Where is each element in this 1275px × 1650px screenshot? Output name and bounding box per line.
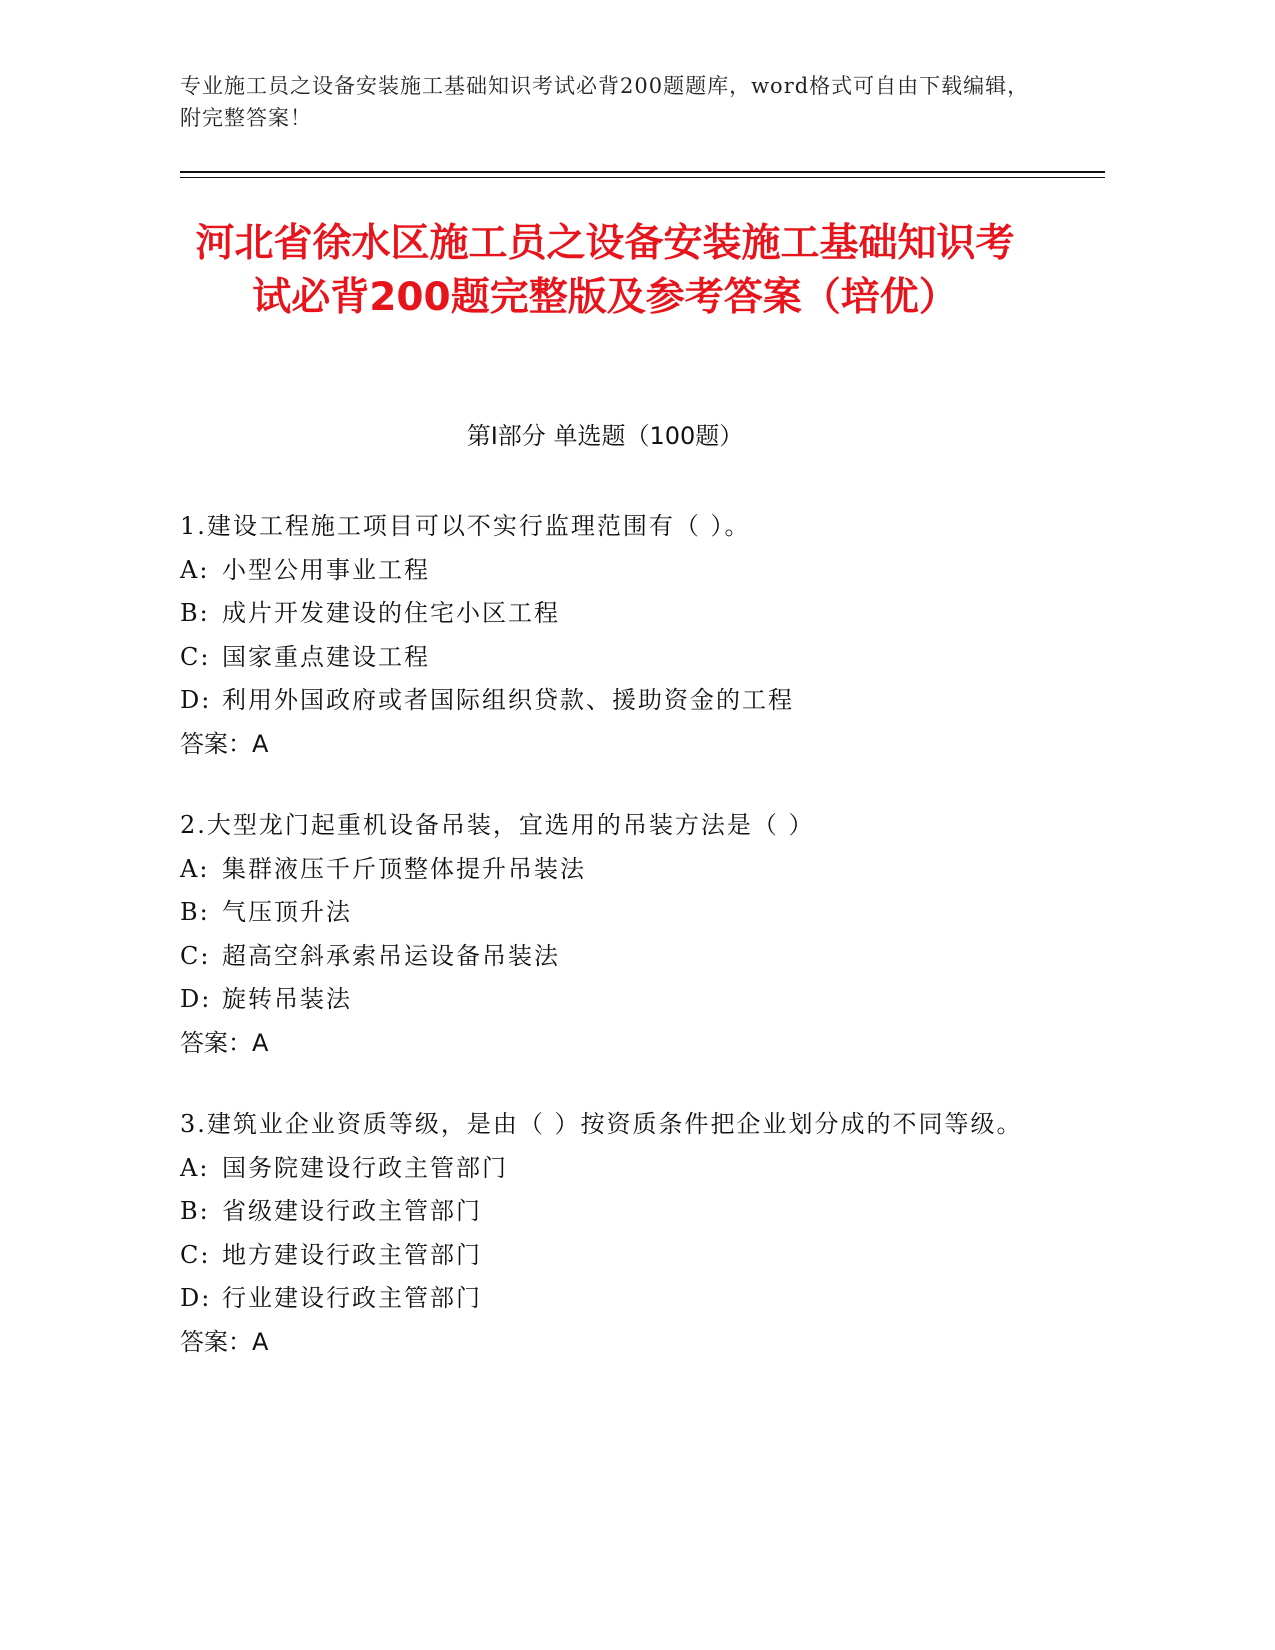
answer-line: 答案：A (180, 1327, 269, 1356)
option-text: 省级建设行政主管部门 (222, 1197, 482, 1225)
option-letter: B: (180, 898, 210, 926)
option-letter: D: (180, 686, 212, 714)
document-title: 河北省徐水区施工员之设备安装施工基础知识考试必背200题完整版及参考答案（培优） (195, 221, 1015, 320)
question-1 (180, 505, 1030, 766)
option-c (180, 1234, 1030, 1278)
question-2 (180, 804, 1030, 1065)
option-letter: A: (180, 1153, 210, 1182)
option-a (180, 848, 1030, 892)
option-b (180, 1190, 1030, 1234)
option-letter: B: (180, 1197, 210, 1225)
option-a (180, 549, 1030, 593)
option-c (180, 636, 1030, 680)
header-divider-thin (180, 177, 1105, 178)
option-text: 成片开发建设的住宅小区工程 (222, 599, 560, 627)
option-letter: C: (180, 1240, 211, 1269)
option-text: 国家重点建设工程 (222, 642, 430, 671)
section-title: 第Ⅰ部分 单选题（100题） (466, 422, 744, 450)
option-d (180, 978, 1030, 1022)
question-3 (180, 1103, 1030, 1364)
option-text: 超高空斜承索吊运设备吊装法 (222, 941, 560, 970)
option-text: 行业建设行政主管部门 (222, 1284, 482, 1312)
header-note: 专业施工员之设备安装施工基础知识考试必背200题题库，word格式可自由下载编辑，附完整答案！ (180, 74, 1030, 130)
option-text: 地方建设行政主管部门 (222, 1240, 482, 1269)
option-a (180, 1147, 1030, 1191)
option-text: 集群液压千斤顶整体提升吊装法 (222, 854, 586, 883)
option-text: 小型公用事业工程 (222, 555, 430, 584)
option-letter: A: (180, 555, 210, 584)
option-d (180, 1277, 1030, 1321)
option-text: 国务院建设行政主管部门 (222, 1153, 508, 1182)
option-b (180, 592, 1030, 636)
question-stem: 1.建设工程施工项目可以不实行监理范围有（ ）。 (180, 512, 751, 540)
option-letter: A: (180, 854, 210, 883)
option-c (180, 935, 1030, 979)
answer-line: 答案：A (180, 1028, 269, 1057)
option-b (180, 891, 1030, 935)
option-text: 旋转吊装法 (222, 985, 352, 1013)
header-divider-thick (180, 171, 1105, 173)
answer-line: 答案：A (180, 729, 269, 758)
question-stem: 2.大型龙门起重机设备吊装，宜选用的吊装方法是（ ） (180, 811, 815, 839)
option-letter: C: (180, 941, 211, 970)
option-letter: B: (180, 599, 210, 627)
option-letter: D: (180, 1284, 212, 1312)
question-list (180, 505, 1030, 1402)
option-letter: C: (180, 642, 211, 671)
question-stem: 3.建筑业企业资质等级，是由（ ）按资质条件把企业划分成的不同等级。 (180, 1110, 1023, 1138)
option-text: 利用外国政府或者国际组织贷款、援助资金的工程 (222, 686, 794, 714)
option-text: 气压顶升法 (222, 898, 352, 926)
option-letter: D: (180, 985, 212, 1013)
option-d (180, 679, 1030, 723)
